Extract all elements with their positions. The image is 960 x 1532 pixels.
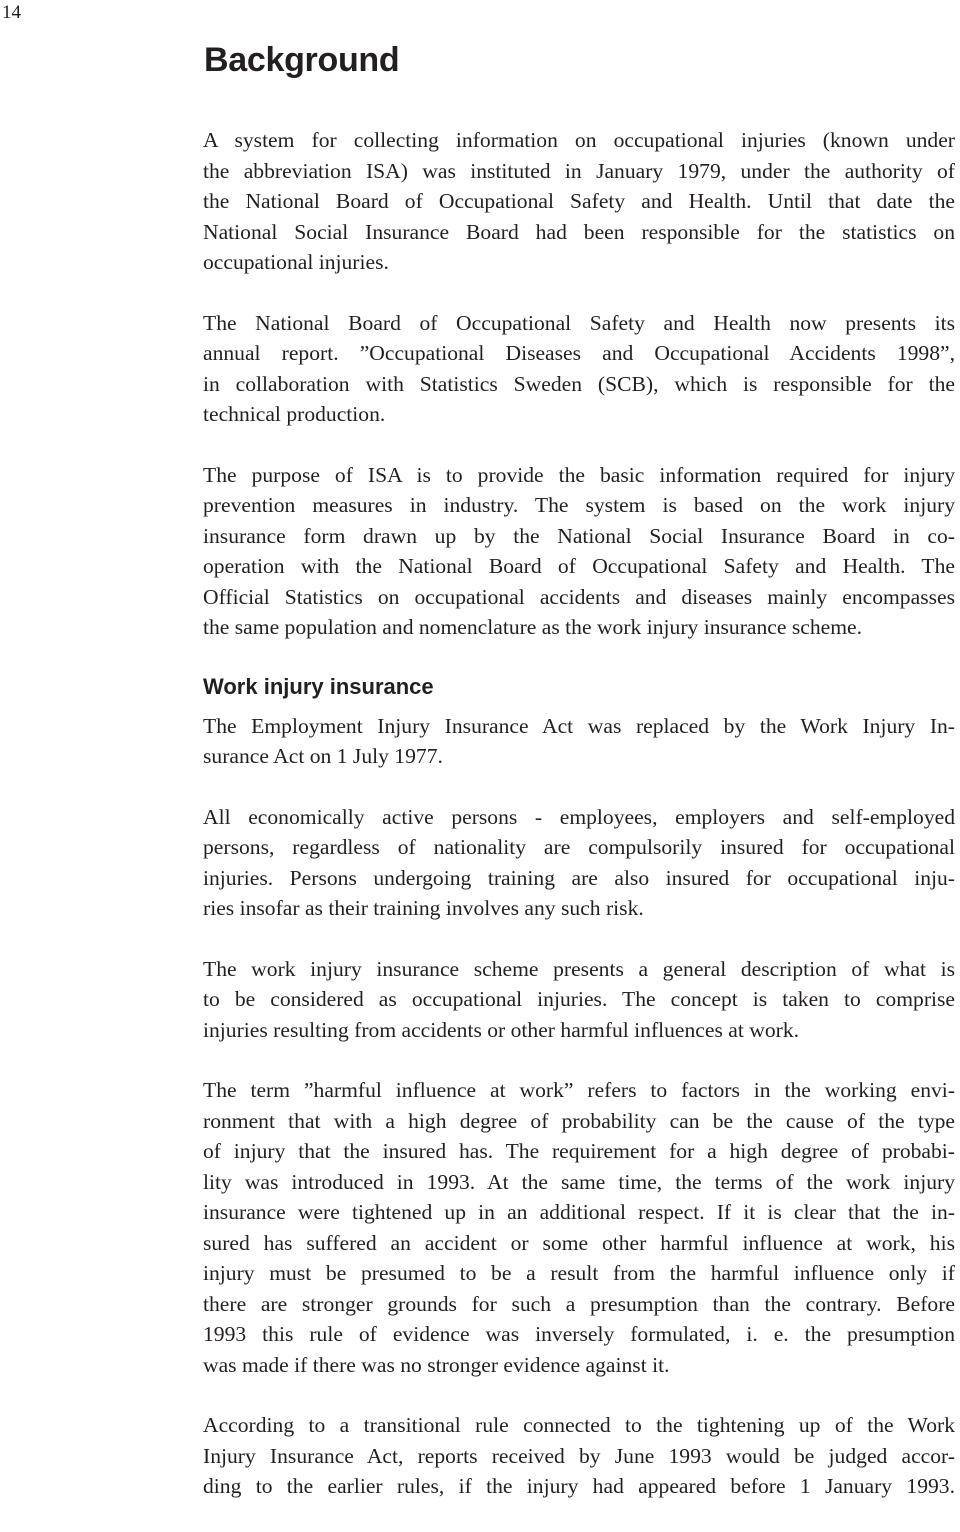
- paragraph-injury-definition: [203, 954, 955, 1046]
- paragraph-isa-history: [203, 125, 955, 278]
- text-line: Injury Insurance Act, reports received by June 1993 would be judged accor-: [203, 1443, 955, 1468]
- text-line: The term ”harmful influence at work” refers to factors in the working envi-: [203, 1078, 955, 1102]
- text-line: injury must be presumed to be a result from the harmful influence only if: [203, 1261, 955, 1285]
- text-line: insurance form drawn up by the National Social Insurance Board in co-: [203, 523, 955, 548]
- paragraph-harmful-influence: [203, 1075, 955, 1380]
- text-line: injuries. Persons undergoing training are also insured for occupational inju-: [203, 865, 955, 890]
- text-line: annual report. ”Occupational Diseases and Occupational Accidents 1998”,: [203, 341, 955, 365]
- text-line: Official Statistics on occupational accidents and diseases mainly encompasses: [203, 584, 955, 609]
- text-line: The work injury insurance scheme presents a general description of what is: [203, 956, 955, 981]
- text-line: the abbreviation ISA) was instituted in January 1979, under the authority of: [203, 158, 955, 183]
- text-line: National Social Insurance Board had been responsible for the statistics on: [203, 219, 955, 244]
- paragraph-transitional-rule: [203, 1410, 955, 1502]
- text-line: sured has suffered an accident or some other harmful influence at work, his: [203, 1230, 955, 1255]
- text-line: to be considered as occupational injuries. The concept is taken to comprise: [203, 987, 955, 1011]
- paragraph-isa-purpose: [203, 460, 955, 643]
- text-line: A system for collecting information on occupational injuries (known under: [203, 128, 955, 152]
- text-line: According to a transitional rule connected to the tightening up of the Work: [203, 1413, 955, 1437]
- text-line: the National Board of Occupational Safety and Health. Until that date the: [203, 189, 955, 213]
- text-line: technical production.: [203, 402, 386, 426]
- text-line: injuries resulting from accidents or other harmful influences at work.: [203, 1017, 800, 1042]
- text-line: ries insofar as their training involves any such risk.: [203, 896, 644, 920]
- page-number: 14: [2, 2, 21, 23]
- text-line: in collaboration with Statistics Sweden (SCB), which is responsible for the: [203, 371, 955, 396]
- paragraph-insured-persons: [203, 802, 955, 924]
- text-line: ding to the earlier rules, if the injury had appeared before 1 January 1993.: [203, 1474, 955, 1498]
- document-body: [203, 125, 955, 1532]
- text-line: there are stronger grounds for such a presumption than the contrary. Before: [203, 1291, 955, 1316]
- section-heading-work-injury-insurance: Work injury insurance: [203, 673, 434, 699]
- text-line: surance Act on 1 July 1977.: [203, 744, 443, 768]
- paragraph-act-replacement: [203, 711, 955, 772]
- text-line: ronment that with a high degree of probability can be the cause of the type: [203, 1108, 955, 1133]
- text-line: insurance were tightened up in an additional respect. If it is clear that the in-: [203, 1200, 955, 1224]
- text-line: persons, regardless of nationality are compulsorily insured for occupational: [203, 835, 955, 859]
- paragraph-annual-report: [203, 308, 955, 430]
- text-line: prevention measures in industry. The system is based on the work injury: [203, 493, 955, 517]
- text-line: was made if there was no stronger evidence against it.: [203, 1352, 670, 1377]
- text-line: The purpose of ISA is to provide the basic information required for injury: [203, 462, 955, 487]
- text-line: The Employment Injury Insurance Act was replaced by the Work Injury In-: [203, 713, 955, 738]
- text-line: operation with the National Board of Occupational Safety and Health. The: [203, 554, 955, 578]
- text-line: lity was introduced in 1993. At the same time, the terms of the work injury: [203, 1169, 955, 1194]
- page-title: Background: [204, 41, 400, 79]
- text-line: of injury that the insured has. The requirement for a high degree of probabi-: [203, 1139, 955, 1163]
- text-line: the same population and nomenclature as the work injury insurance scheme.: [203, 615, 862, 639]
- text-line: 1993 this rule of evidence was inversely formulated, i. e. the presumption: [203, 1322, 955, 1346]
- text-line: occupational injuries.: [203, 250, 389, 274]
- text-line: All economically active persons - employees, employers and self-employed: [203, 804, 955, 829]
- text-line: The National Board of Occupational Safety and Health now presents its: [203, 310, 955, 335]
